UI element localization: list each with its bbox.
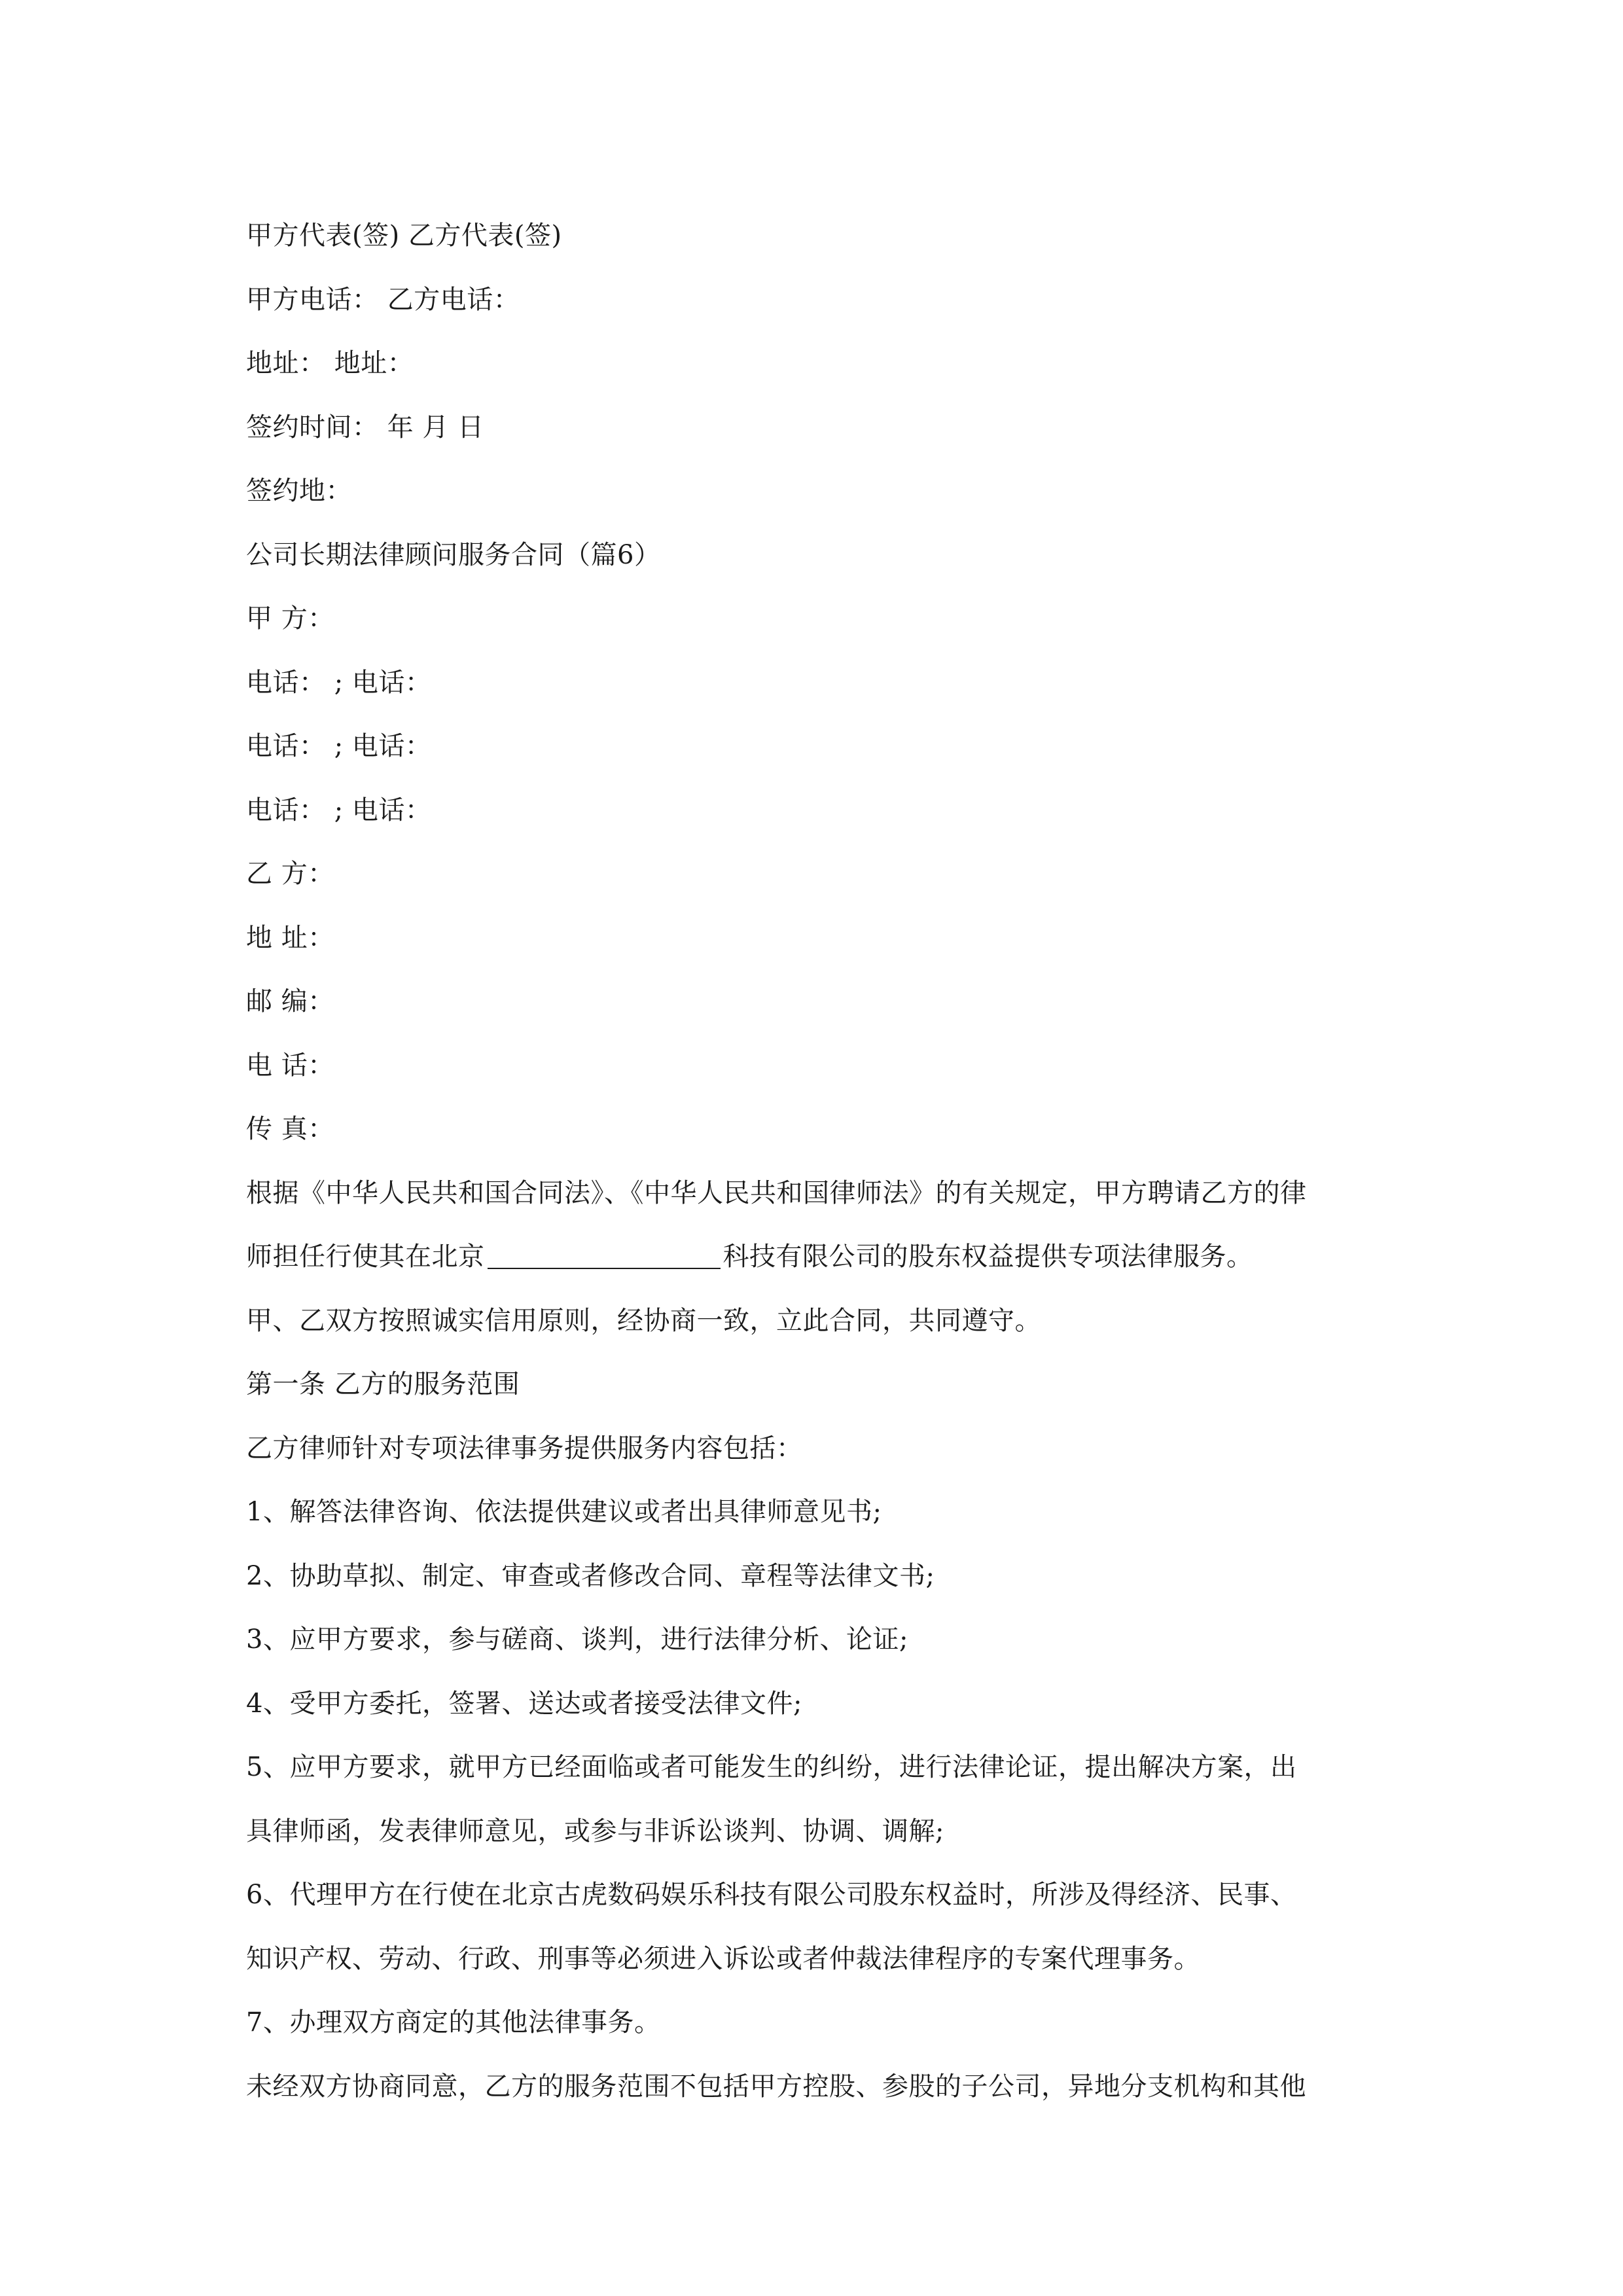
phone-fields: 甲方电话： 乙方电话： — [246, 284, 520, 315]
scope-exclusion: 未经双方协商同意，乙方的服务范围不包括甲方控股、参股的子公司，异地分支机构和其他 — [246, 2071, 1306, 2102]
service-item-1: 1、解答法律咨询、依法提供建议或者出具律师意见书; — [246, 1497, 882, 1527]
good-faith-clause: 甲、乙双方按照诚实信用原则，经协商一致，立此合同，共同遵守。 — [246, 1305, 1041, 1336]
article-1-heading: 第一条 乙方的服务范围 — [246, 1369, 520, 1399]
service-item-7: 7、办理双方商定的其他法律事务。 — [246, 2007, 661, 2037]
party-a-phone-3: 电话： ; 电话： — [246, 795, 432, 825]
company-name-blank — [488, 1242, 721, 1269]
service-item-5-line-2: 具律师函，发表律师意见，或参与非诉讼谈判、协调、调解; — [246, 1816, 944, 1846]
service-item-3: 3、应甲方要求，参与磋商、谈判，进行法律分析、论证; — [246, 1624, 908, 1655]
party-b-label: 乙 方： — [246, 859, 334, 889]
preamble-line-2-after: 科技有限公司的股东权益提供专项法律服务。 — [722, 1242, 1253, 1272]
party-b-address: 地 址： — [246, 922, 334, 953]
preamble-line-2 — [246, 1225, 1385, 1289]
document-body — [246, 204, 1385, 2119]
party-a-label: 甲 方： — [246, 603, 334, 634]
party-b-fax: 传 真： — [246, 1114, 334, 1144]
service-item-5-line-1: 5、应甲方要求，就甲方已经面临或者可能发生的纠纷，进行法律论证，提出解决方案，出 — [246, 1752, 1297, 1782]
party-b-postcode: 邮 编： — [246, 986, 334, 1016]
service-item-6-line-2: 知识产权、劳动、行政、刑事等必须进入诉讼或者仲裁法律程序的专案代理事务。 — [246, 1943, 1200, 1974]
party-b-phone: 电 话： — [246, 1050, 334, 1081]
service-item-6-line-1: 6、代理甲方在行使在北京古虎数码娱乐科技有限公司股东权益时，所涉及得经济、民事、 — [246, 1880, 1297, 1910]
signing-place: 签约地： — [246, 476, 352, 506]
service-item-2: 2、协助草拟、制定、审查或者修改合同、章程等法律文书; — [246, 1560, 935, 1591]
address-fields: 地址： 地址： — [246, 348, 414, 378]
signing-date: 签约时间： 年 月 日 — [246, 412, 484, 442]
service-scope-intro: 乙方律师针对专项法律事务提供服务内容包括： — [246, 1433, 803, 1463]
signature-representatives: 甲方代表(签) 乙方代表(签) — [246, 221, 562, 251]
preamble-line-1: 根据《中华人民共和国合同法》、《中华人民共和国律师法》的有关规定，甲方聘请乙方的律 — [246, 1177, 1307, 1208]
contract-title: 公司长期法律顾问服务合同（篇6） — [246, 539, 661, 570]
party-a-phone-1: 电话： ; 电话： — [246, 667, 432, 698]
preamble-line-2-before: 师担任行使其在北京 — [246, 1242, 485, 1272]
party-a-phone-2: 电话： ; 电话： — [246, 731, 432, 761]
service-item-4: 4、受甲方委托，签署、送达或者接受法律文件; — [246, 1688, 802, 1719]
